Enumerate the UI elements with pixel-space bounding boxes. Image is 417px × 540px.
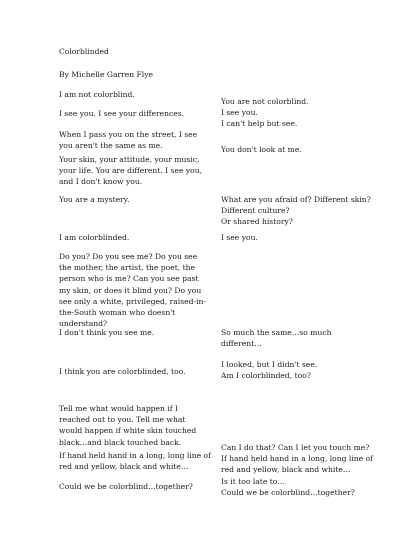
left-stanza-1: I am not colorblind.: [59, 90, 135, 99]
left-stanza-5: You are a mystery.: [59, 195, 130, 204]
left-stanza-9: I think you are colorblinded, too.: [59, 367, 186, 376]
left-stanza-10: Tell me what would happen if I reached out to you. Tell me what would happen if white skin touched black…and black touched back.: [59, 404, 197, 447]
left-stanza-12: Could we be colorblind…together?: [59, 482, 193, 491]
right-stanza-7: Can I do that? Can I let you touch me? If hand held hand in a long, long line of red and yellow, black and white… Is it too late to… Could we be colorblind…together?: [221, 443, 373, 497]
left-stanza-4: Your skin, your attitude, your music, your life. You are different. I see you, and I don't know you.: [59, 155, 203, 187]
right-stanza-4: I see you.: [221, 233, 258, 242]
right-stanza-1: You are not colorblind. I see you. I can't help but see.: [221, 97, 309, 129]
right-stanza-5: So much the same…so much different…: [221, 328, 332, 349]
poem-byline: By Michelle Garren Flye: [59, 70, 154, 79]
right-stanza-6: I looked, but I didn't see. Am I colorblinded, too?: [221, 360, 318, 381]
poem-title: Colorblinded: [59, 47, 109, 56]
right-stanza-2: You don't look at me.: [221, 145, 302, 154]
left-stanza-6: I am colorblinded.: [59, 233, 130, 242]
left-stanza-11: If hand held hand in a long, long line of red and yellow, black and white…: [59, 451, 211, 472]
right-stanza-3: What are you afraid of? Different skin? Different culture? Or shared history?: [221, 195, 371, 227]
left-stanza-8: I don't think you see me.: [59, 328, 155, 337]
left-stanza-3: When I pass you on the street, I see you aren't the same as me.: [59, 130, 198, 151]
left-stanza-7: Do you? Do you see me? Do you see the mother, the artist, the poet, the person who is me? Can you see past my skin, or does it blind you? Do you see only a white, privileged, raised-in- the-South woman who doesn't understand?: [59, 252, 206, 329]
left-stanza-2: I see you. I see your differences.: [59, 109, 185, 118]
